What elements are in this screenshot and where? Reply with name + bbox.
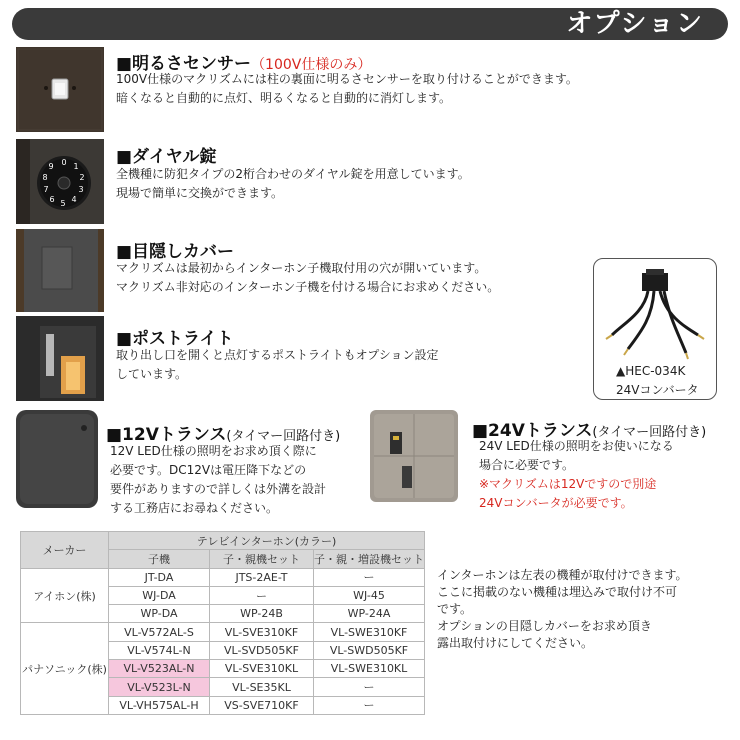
trans24-warning-line: ※マクリズムは12Vですので別途 [479, 477, 657, 491]
sensor-photo [16, 47, 104, 132]
dial-lock-desc-line: 全機種に防犯タイプの2桁合わせのダイヤル錠を用意しています。 [116, 167, 470, 181]
table-cell: VL-SE35KL [210, 678, 314, 696]
blind-cover-description [116, 259, 499, 297]
table-col-header: 子機 [109, 550, 210, 568]
trans12-title-text: ■12Vトランス [106, 425, 227, 445]
table-row [21, 568, 425, 586]
svg-text:4: 4 [71, 195, 77, 204]
blind-cover-photo [16, 229, 104, 312]
page-title: オプション [566, 9, 704, 39]
note-line: です。 [437, 602, 473, 616]
table-cell: VL-SVE310KF [210, 623, 314, 641]
table-cell: WP-24A [314, 605, 425, 623]
table-cell: VL-V572AL-S [109, 623, 210, 641]
converter-photo [594, 263, 716, 363]
table-cell: VL-SWE310KF [314, 623, 425, 641]
trans24-desc-line: 場合に必要です。 [479, 458, 575, 472]
compatibility-note [437, 567, 688, 652]
converter-box [593, 258, 717, 400]
table-cell-highlighted: VL-V523L-N [109, 678, 210, 696]
table-cell-highlighted: VL-V523AL-N [109, 660, 210, 678]
table-cell: JTS-2AE-T [210, 568, 314, 586]
trans24-warning-line: 24Vコンバータが必要です。 [479, 496, 633, 510]
sensor-title-text: ■明るさセンサー [116, 54, 252, 74]
table-row [21, 623, 425, 641]
trans24-title-note: (タイマー回路付き) [592, 425, 707, 440]
table-cell: WP-DA [109, 605, 210, 623]
blind-cover-title: ■目隠しカバー [116, 242, 235, 262]
post-light-description [116, 346, 439, 384]
table-cell: VS-SVE710KF [210, 696, 314, 714]
blind-cover-desc-line: マクリズムは最初からインターホン子機取付用の穴が開いています。 [116, 261, 487, 275]
trans12-desc-line: する工務店にお尋ねください。 [110, 501, 279, 515]
table-group-header: テレビインターホン(カラー) [109, 532, 425, 550]
note-line: インターホンは左表の機種が取付けできます。 [437, 568, 688, 582]
intercom-compatibility-table [20, 531, 425, 715]
note-line: ここに掲載のない機種は埋込みで取付け不可 [437, 585, 678, 599]
table-cell: ー [314, 568, 425, 586]
converter-model: ▲HEC-034K [616, 364, 686, 378]
svg-text:7: 7 [43, 185, 49, 194]
table-cell: VL-SWE310KL [314, 660, 425, 678]
trans12-photo [14, 406, 100, 512]
table-cell: ー [314, 696, 425, 714]
maker-panasonic: パナソニック(株) [21, 623, 109, 714]
post-light-photo [16, 316, 104, 401]
trans12-title-note: (タイマー回路付き) [226, 429, 341, 444]
table-cell: JT-DA [109, 568, 210, 586]
trans24-photo [364, 404, 464, 510]
svg-text:8: 8 [42, 173, 48, 182]
note-line: 露出取付けにしてください。 [437, 636, 594, 650]
table-cell: ー [314, 678, 425, 696]
maker-aiphone: アイホン(株) [21, 568, 109, 623]
trans12-desc-line: 12V LED仕様の照明をお求め頂く際に [110, 444, 317, 458]
trans24-title-text: ■24Vトランス [472, 421, 593, 441]
svg-text:0: 0 [61, 158, 67, 167]
sensor-desc-line: 暗くなると自動的に点灯、明るくなると自動的に消灯します。 [116, 91, 452, 105]
trans12-desc-line: 必要です。DC12Vは電圧降下などの [110, 463, 307, 477]
sensor-title-note: （100V仕様のみ） [251, 57, 372, 73]
header-bar [12, 8, 728, 40]
svg-text:3: 3 [78, 185, 84, 194]
trans12-desc-line: 要件がありますので詳しくは外溝を設計 [110, 482, 327, 496]
table-col-header: 子・親機セット [210, 550, 314, 568]
svg-text:6: 6 [49, 195, 55, 204]
note-line: オプションの目隠しカバーをお求め頂き [437, 619, 652, 633]
dial-lock-photo [16, 139, 104, 224]
table-cell: VL-VH575AL-H [109, 696, 210, 714]
post-light-desc-line: しています。 [116, 367, 188, 381]
post-light-desc-line: 取り出し口を開くと点灯するポストライトもオプション設定 [116, 348, 439, 362]
svg-text:2: 2 [79, 173, 85, 182]
blind-cover-desc-line: マクリズム非対応のインターホン子機を付ける場合にお求めください。 [116, 280, 500, 294]
table-cell: VL-SVD505KF [210, 641, 314, 659]
svg-text:5: 5 [60, 199, 66, 208]
table-cell: VL-V574L-N [109, 641, 210, 659]
sensor-description [116, 70, 578, 108]
table-cell: WJ-DA [109, 586, 210, 604]
svg-text:1: 1 [73, 162, 79, 171]
table-col-header: 子・親・増設機セット [314, 550, 425, 568]
trans24-description [479, 437, 674, 513]
dial-lock-desc-line: 現場で簡単に交換ができます。 [116, 186, 284, 200]
dial-lock-title: ■ダイヤル錠 [116, 147, 217, 167]
converter-name: 24Vコンバータ [616, 383, 699, 397]
table-cell: VL-SVE310KL [210, 660, 314, 678]
table-cell: ー [210, 586, 314, 604]
table-cell: VL-SWD505KF [314, 641, 425, 659]
dial-lock-description [116, 165, 470, 203]
table-cell: WJ-45 [314, 586, 425, 604]
trans24-desc-line: 24V LED仕様の照明をお使いになる [479, 439, 674, 453]
post-light-title: ■ポストライト [116, 329, 234, 349]
svg-text:9: 9 [48, 162, 54, 171]
sensor-desc-line: 100V仕様のマクリズムには柱の裏面に明るさセンサーを取り付けることができます。 [116, 72, 578, 86]
table-maker-header: メーカー [21, 532, 109, 569]
trans12-description [110, 442, 326, 518]
table-cell: WP-24B [210, 605, 314, 623]
